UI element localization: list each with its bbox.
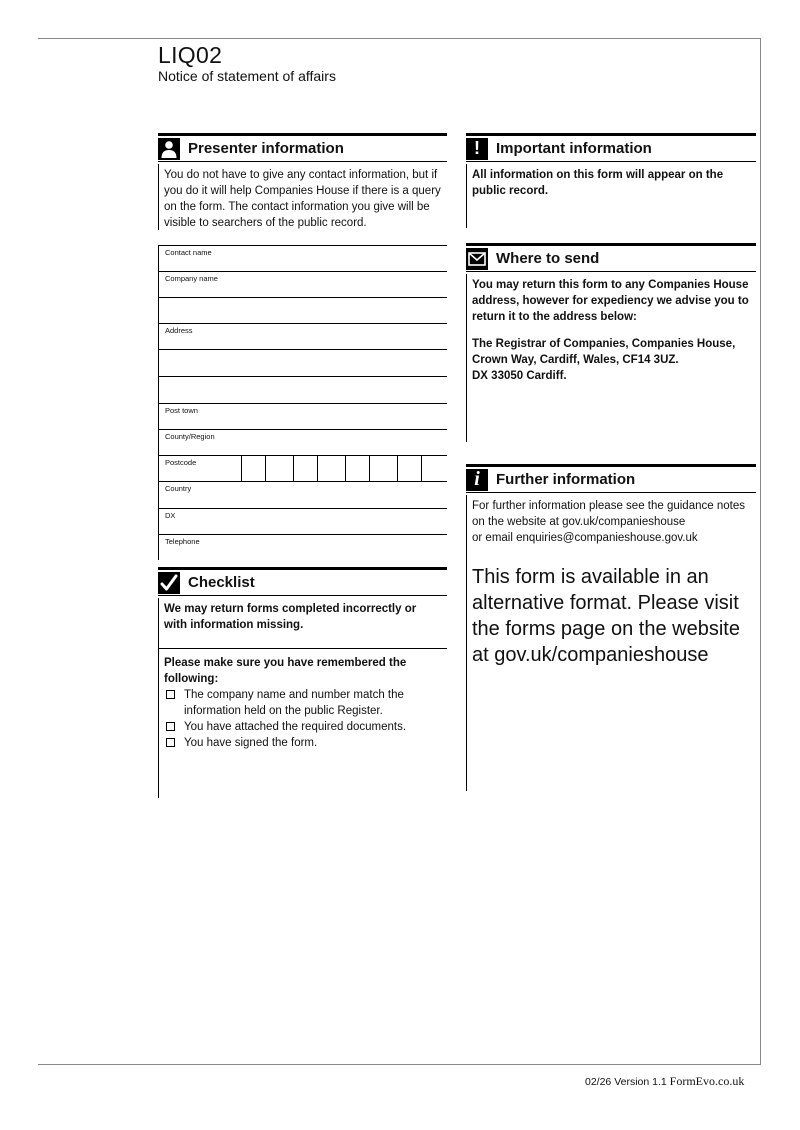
important-title: Important information [496,140,652,157]
address-line: DX 33050 Cardiff. [472,370,567,382]
footer [585,1074,744,1089]
footer-brand: FormEvo.co.uk [669,1074,745,1088]
checklist-header [158,567,447,595]
checklist-panel [158,567,447,751]
further-title: Further information [496,471,636,488]
checkbox[interactable] [166,690,175,699]
checkbox[interactable] [166,722,175,731]
contact-name-label: Contact name [165,248,212,257]
where-title: Where to send [496,250,600,267]
dx-label: DX [165,511,176,520]
county-label: County/Region [165,432,215,441]
exclamation-icon: ! [466,138,488,160]
postcode-box[interactable] [345,456,370,482]
where-text: You may return this form to any Companies House address, however for expediency we advise you to return it to the address below: [472,279,749,323]
footer-version: 02/26 Version 1.1 [585,1076,667,1088]
further-text [466,493,756,546]
where-to-send-panel [466,243,756,384]
telephone-field[interactable] [158,534,447,560]
checklist-item-text: The company name and number match the information held on the public Register. [184,689,404,717]
telephone-label: Telephone [165,537,200,546]
page-frame-top [38,38,761,39]
person-icon [158,138,180,160]
company-name-label: Company name [165,274,218,283]
postcode-label: Postcode [165,458,197,467]
address-line-3[interactable] [158,376,447,403]
address-line: Crown Way, Cardiff, Wales, CF14 3UZ. [472,354,679,366]
post-town-field[interactable] [158,403,447,429]
important-header [466,133,756,161]
county-field[interactable] [158,429,447,455]
envelope-icon [466,248,488,270]
presenter-intro: You do not have to give any contact information, but if you do it will help Companies House if there is a query on the form. The contact information you give will be visible to searchers of the public record. [164,169,441,229]
important-text: All information on this form will appear on the public record. [472,169,724,197]
page-frame-right [760,38,761,1065]
important-panel [466,133,756,199]
checklist-items [158,687,447,751]
checklist-item[interactable] [164,735,441,751]
checklist-item[interactable] [164,719,441,735]
form-title: Notice of statement of affairs [158,68,336,84]
checkbox[interactable] [166,738,175,747]
further-line: or email enquiries@companieshouse.gov.uk [472,532,698,544]
dx-field[interactable] [158,508,447,534]
postcode-box[interactable] [293,456,318,482]
page-frame-bottom [38,1064,761,1065]
alt-format-notice: This form is available in an alternative format. Please visit the forms page on the website at gov.uk/companieshouse [472,566,740,666]
info-icon: i [466,469,488,491]
postcode-field[interactable] [158,455,447,481]
presenter-title: Presenter information [188,140,344,157]
post-town-label: Post town [165,406,198,415]
further-info-panel [466,464,756,668]
further-header [466,464,756,492]
presenter-panel [158,133,447,228]
further-line: For further information please see the guidance notes [472,500,745,512]
postcode-box[interactable] [397,456,422,482]
country-label: Country [165,484,192,493]
checklist-prompt: Please make sure you have remembered the following: [164,657,407,685]
country-field[interactable] [158,481,447,508]
where-address [466,325,756,384]
address-field[interactable] [158,323,447,349]
checklist-item-text: You have attached the required documents. [184,721,407,733]
address-line-2[interactable] [158,349,447,376]
checklist-title: Checklist [188,574,255,591]
where-header [466,243,756,271]
address-label: Address [165,326,193,335]
postcode-box[interactable] [241,456,266,482]
checkmark-icon [158,572,180,594]
further-line: on the website at gov.uk/companieshouse [472,516,686,528]
address-line: The Registrar of Companies, Companies House, [472,338,736,350]
contact-name-field[interactable] [158,245,447,271]
company-name-field[interactable] [158,271,447,297]
checklist-item[interactable] [164,687,441,719]
presenter-header [158,133,447,161]
form-code: LIQ02 [158,42,223,68]
checklist-warning: We may return forms completed incorrectly or with information missing. [164,603,417,631]
company-name-line-2[interactable] [158,297,447,323]
checklist-item-text: You have signed the form. [184,737,318,749]
